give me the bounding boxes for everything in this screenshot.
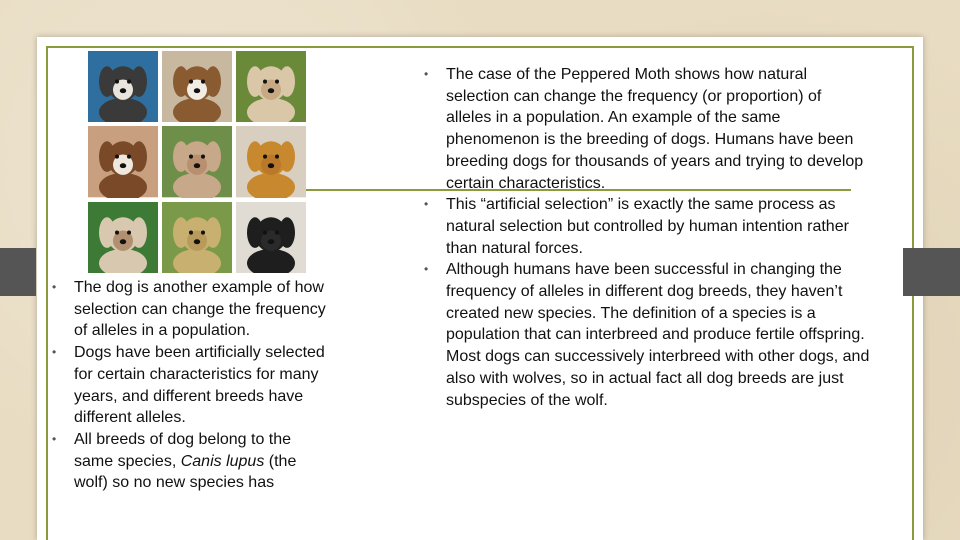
dog-photo-beagle-puppy (88, 126, 158, 197)
dog-photo-chow-chow (236, 126, 306, 197)
dog-photo-pekingese (88, 202, 158, 273)
left-bullet-3-pre: All breeds of dog belong to the same species, (74, 430, 292, 470)
dog-breeds-photo-grid (88, 51, 306, 273)
frame-left-line (46, 46, 48, 540)
dog-photo-shar-pei (162, 126, 232, 197)
left-bullet-3-post: (the wolf) so no new species has (74, 452, 297, 492)
left-bullet-1 (52, 277, 334, 342)
dog-photo-pug (236, 202, 306, 273)
right-bullet-2-text: This “artificial selection” is exactly the same process as natural selection but controlled by human intention rather than natural forces. (446, 196, 849, 257)
right-bullet-3 (424, 259, 870, 411)
right-bullet-list (424, 64, 870, 411)
left-bullet-3 (52, 429, 334, 494)
dog-photo-lhasa-apso (236, 51, 306, 122)
bullet-dot-icon: • (424, 197, 429, 212)
bullet-dot-icon: • (52, 280, 57, 294)
left-bullet-1-text: The dog is another example of how selection can change the frequency of alleles in a population. (74, 279, 326, 340)
frame-top-line (46, 46, 914, 48)
right-bullet-3-text: Although humans have been successful in changing the frequency of alleles in different dog breeds, they haven’t created new species. The definition of a species is a population that can interbreed and produce fertile offspring. Most dogs can successively interbreed with other dogs, and also with wolves, so in actual fact all dog breeds are just subspecies of the wolf. (446, 261, 870, 409)
dog-photo-basset-hound (162, 51, 232, 122)
dog-photo-briard (162, 202, 232, 273)
right-bullet-2 (424, 194, 870, 259)
bullet-dot-icon: • (424, 262, 429, 277)
bullet-dot-icon: • (52, 345, 57, 360)
bullet-dot-icon: • (52, 431, 57, 446)
left-edge-tab (0, 248, 36, 296)
left-bullet-2 (52, 342, 334, 429)
left-bullet-3-species-name: Canis lupus (180, 452, 265, 470)
bullet-dot-icon: • (424, 67, 429, 81)
left-bullet-2-text: Dogs have been artificially selected for certain characteristics for many years, and different breeds have different alleles. (74, 344, 325, 427)
dog-photo-husky (88, 51, 158, 122)
right-bullet-1 (424, 64, 870, 194)
right-edge-tab (903, 248, 960, 296)
left-bullet-list (52, 277, 334, 494)
right-bullet-1-text: The case of the Peppered Moth shows how natural selection can change the frequency (or proportion) of alleles in a population. An example of the same phenomenon is the breeding of dogs. Humans have been breeding dogs for thousands of years and trying to develop certain characteristics. (446, 66, 864, 192)
